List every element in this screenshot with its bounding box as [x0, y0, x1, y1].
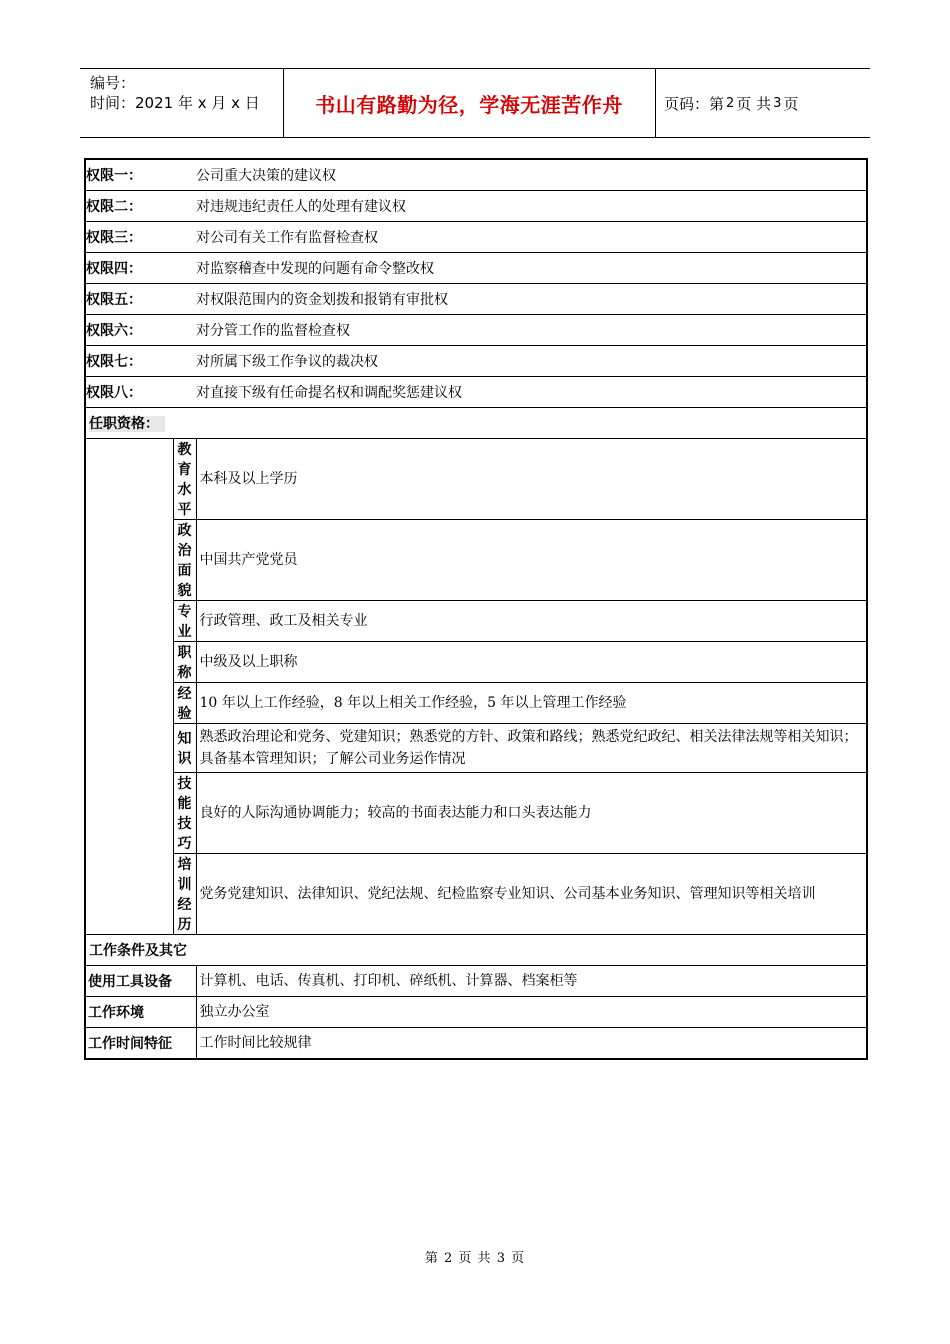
serial-label: 编号：: [90, 74, 136, 92]
permission-row: [85, 222, 867, 253]
qualification-key: 政治面貌: [173, 520, 196, 601]
permission-value: 对权限范围内的资金划拨和报销有审批权: [196, 284, 867, 315]
page-footer: 第 2 页 共 3 页: [424, 1251, 526, 1266]
qualification-key: 培训经历: [173, 854, 196, 935]
permission-key: 权限七：: [85, 346, 196, 377]
permission-row: [85, 191, 867, 222]
qualification-value: 中级及以上职称: [196, 642, 867, 683]
qualification-value: 中国共产党党员: [196, 520, 867, 601]
condition-row: [85, 997, 867, 1028]
qualifications-title: 任职资格：: [89, 416, 165, 432]
page-suffix: 页: [783, 94, 799, 113]
indent-cell: [85, 854, 173, 935]
qualification-row: [85, 683, 867, 724]
condition-key: 使用工具设备: [85, 966, 196, 997]
indent-cell: [85, 601, 173, 642]
permission-value: 对直接下级有任命提名权和调配奖惩建议权: [196, 377, 867, 408]
permission-row: [85, 377, 867, 408]
permission-value: 对分管工作的监督检查权: [196, 315, 867, 346]
qualification-key: 经验: [173, 683, 196, 724]
qualification-value: 本科及以上学历: [196, 439, 867, 520]
page-mid: 页 共: [736, 94, 772, 113]
permission-value: 对违规违纪责任人的处理有建议权: [196, 191, 867, 222]
motto: 书山有路勤为径，学海无涯苦作舟: [315, 92, 623, 117]
indent-cell: [85, 520, 173, 601]
permission-key: 权限五：: [85, 284, 196, 315]
header-left: [90, 73, 280, 113]
time-label: 时间：2021 年 x 月 x 日: [90, 94, 260, 112]
qualification-value: 行政管理、政工及相关专业: [196, 601, 867, 642]
qualification-value: 良好的人际沟通协调能力；较高的书面表达能力和口头表达能力: [196, 773, 867, 854]
qualification-row: [85, 773, 867, 854]
condition-value: 计算机、电话、传真机、打印机、碎纸机、计算器、档案柜等: [196, 966, 867, 997]
permission-value: 公司重大决策的建议权: [196, 159, 867, 191]
condition-key: 工作环境: [85, 997, 196, 1028]
condition-key: 工作时间特征: [85, 1028, 196, 1060]
section-row: [85, 408, 867, 439]
qualification-value: 熟悉政治理论和党务、党建知识；熟悉党的方针、政策和路线；熟悉党纪政纪、相关法律法规等相关知识；具备基本管理知识；了解公司业务运作情况: [196, 724, 867, 773]
permission-key: 权限四：: [85, 253, 196, 284]
indent-cell: [85, 683, 173, 724]
condition-row: [85, 966, 867, 997]
page-prefix: 页码：第: [664, 94, 725, 113]
qualification-row: [85, 520, 867, 601]
qualification-row: [85, 642, 867, 683]
qualification-key: 职称: [173, 642, 196, 683]
permission-row: [85, 315, 867, 346]
condition-value: 工作时间比较规律: [196, 1028, 867, 1060]
job-description-table: [84, 158, 868, 1060]
permission-key: 权限一：: [85, 159, 196, 191]
page-current: 2: [726, 95, 735, 111]
qualification-key: 知识: [173, 724, 196, 773]
qualification-key: 专业: [173, 601, 196, 642]
qualification-key: 技能技巧: [173, 773, 196, 854]
qualification-row: [85, 854, 867, 935]
section-row: [85, 935, 867, 966]
permission-row: [85, 159, 867, 191]
conditions-title: 工作条件及其它: [85, 935, 867, 966]
permission-value: 对公司有关工作有监督检查权: [196, 222, 867, 253]
permission-value: 对监察稽查中发现的问题有命令整改权: [196, 253, 867, 284]
indent-cell: [85, 724, 173, 773]
page-header: [80, 68, 870, 138]
condition-value: 独立办公室: [196, 997, 867, 1028]
permission-row: [85, 253, 867, 284]
qualification-row: [85, 601, 867, 642]
permission-value: 对所属下级工作争议的裁决权: [196, 346, 867, 377]
qualification-value: 10 年以上工作经验，8 年以上相关工作经验，5 年以上管理工作经验: [196, 683, 867, 724]
qualification-row: [85, 439, 867, 520]
qualification-value: 党务党建知识、法律知识、党纪法规、纪检监察专业知识、公司基本业务知识、管理知识等相关培训: [196, 854, 867, 935]
permission-key: 权限八：: [85, 377, 196, 408]
section-title: [85, 408, 867, 439]
page-indicator: [664, 69, 798, 137]
indent-cell: [85, 642, 173, 683]
permission-key: 权限六：: [85, 315, 196, 346]
permission-row: [85, 346, 867, 377]
qualification-key: 教育水平: [173, 439, 196, 520]
permission-key: 权限三：: [85, 222, 196, 253]
qualification-row: [85, 724, 867, 773]
permission-key: 权限二：: [85, 191, 196, 222]
indent-cell: [85, 439, 173, 520]
page-total: 3: [773, 95, 782, 111]
permission-row: [85, 284, 867, 315]
condition-row: [85, 1028, 867, 1060]
header-divider: [655, 69, 656, 137]
indent-cell: [85, 773, 173, 854]
